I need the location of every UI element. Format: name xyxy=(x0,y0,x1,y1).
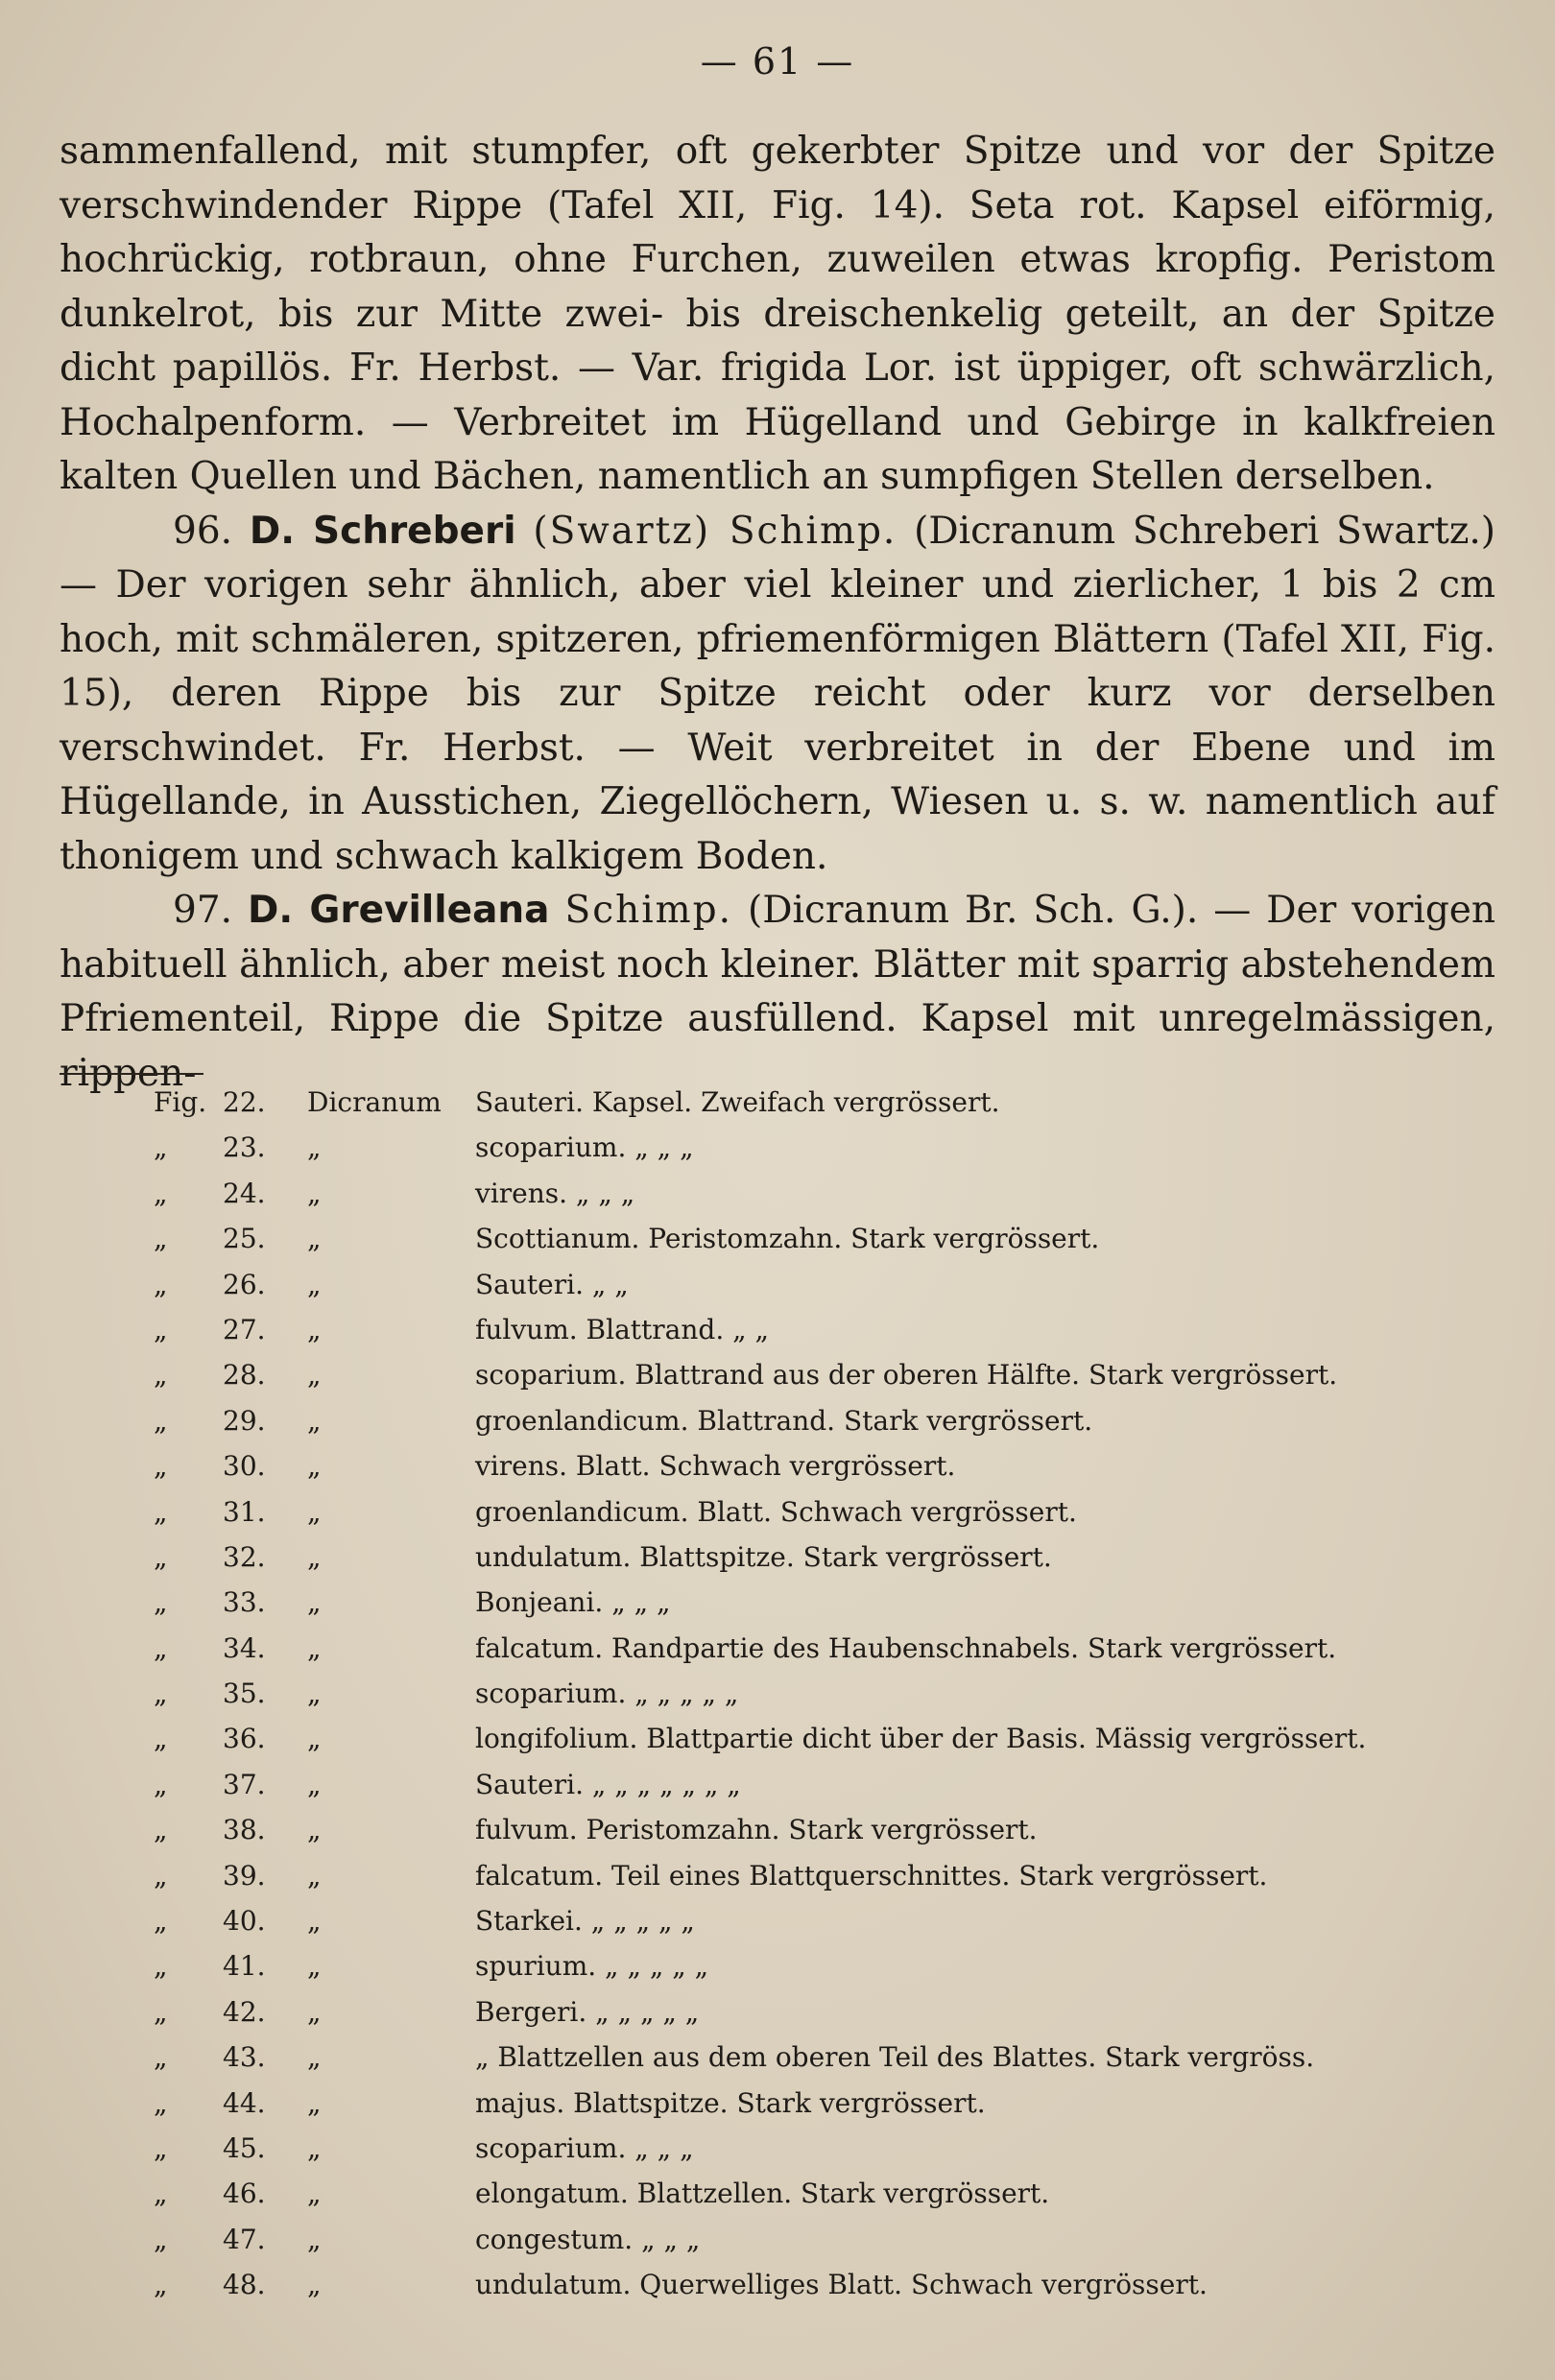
figure-label: „ xyxy=(154,2178,168,2210)
figure-label: „ xyxy=(154,1313,168,1345)
figure-number: 30. xyxy=(223,1450,266,1483)
figure-number: 29. xyxy=(223,1404,266,1437)
figure-genus: „ xyxy=(307,1540,322,1573)
figure-genus: „ xyxy=(307,2269,322,2301)
figure-genus: „ xyxy=(307,1631,322,1664)
figure-caption-row xyxy=(154,1950,1497,1995)
figure-caption-row xyxy=(154,1359,1497,1404)
figure-label: „ xyxy=(154,2223,168,2255)
figure-description: groenlandicum. Blattrand. Stark vergrössert. xyxy=(475,1404,1093,1437)
figure-caption-row xyxy=(154,1405,1497,1450)
figure-number: 37. xyxy=(223,1768,266,1800)
figure-description: spurium. „ „ „ „ „ xyxy=(475,1950,709,1983)
figure-label: Fig. xyxy=(154,1086,207,1118)
figure-description: majus. Blattspitze. Stark vergrössert. xyxy=(475,2086,986,2119)
figure-caption-row xyxy=(154,1314,1497,1359)
figure-label: „ xyxy=(154,1723,168,1755)
figure-genus: „ xyxy=(307,1177,322,1209)
figure-description: Bonjeani. „ „ „ xyxy=(475,1586,671,1619)
figure-label: „ xyxy=(154,2269,168,2301)
species-name: D. Grevilleana xyxy=(248,889,550,932)
figure-number: 25. xyxy=(223,1223,266,1255)
figure-caption-row xyxy=(154,1223,1497,1268)
figure-number: 36. xyxy=(223,1723,266,1755)
figure-caption-row xyxy=(154,1496,1497,1541)
figure-number: 41. xyxy=(223,1950,266,1983)
figure-number: 24. xyxy=(223,1177,266,1209)
figure-number: 44. xyxy=(223,2086,266,2119)
section-divider xyxy=(60,1073,203,1075)
figure-caption-row xyxy=(154,2041,1497,2086)
figure-genus: „ xyxy=(307,1223,322,1255)
figure-label: „ xyxy=(154,1814,168,1846)
figure-genus: „ xyxy=(307,2041,322,2074)
figure-number: 31. xyxy=(223,1495,266,1528)
figure-label: „ xyxy=(154,1768,168,1800)
figure-description: undulatum. Blattspitze. Stark vergrössert. xyxy=(475,1540,1052,1573)
figure-genus: „ xyxy=(307,2223,322,2255)
species-96-paragraph xyxy=(60,505,1495,885)
figure-genus: „ xyxy=(307,1814,322,1846)
figure-caption-row xyxy=(154,1769,1497,1814)
figure-number: 43. xyxy=(223,2041,266,2074)
figure-genus: „ xyxy=(307,2086,322,2119)
figure-label: „ xyxy=(154,1495,168,1528)
figure-genus: „ xyxy=(307,1768,322,1800)
figure-caption-row xyxy=(154,1541,1497,1586)
figure-description: Sauteri. Kapsel. Zweifach vergrössert. xyxy=(475,1086,1000,1118)
figure-number: 32. xyxy=(223,1540,266,1573)
figure-label: „ xyxy=(154,1950,168,1983)
figure-description: Scottianum. Peristomzahn. Stark vergrössert. xyxy=(475,1223,1100,1255)
figure-caption-row xyxy=(154,2224,1497,2269)
figure-genus: „ xyxy=(307,1359,322,1392)
figure-genus: „ xyxy=(307,1950,322,1983)
figure-description: fulvum. Blattrand. „ „ xyxy=(475,1313,770,1345)
figure-caption-row xyxy=(154,1178,1497,1223)
figure-description: Sauteri. „ „ „ „ „ „ „ xyxy=(475,1768,741,1800)
figure-caption-row xyxy=(154,1678,1497,1723)
figure-description: scoparium. „ „ „ xyxy=(475,1131,694,1164)
figure-genus: „ xyxy=(307,2178,322,2210)
figure-caption-row xyxy=(154,1269,1497,1314)
figure-number: 38. xyxy=(223,1814,266,1846)
figure-label: „ xyxy=(154,2086,168,2119)
figure-description: scoparium. Blattrand aus der oberen Hälfte. Stark vergrössert. xyxy=(475,1359,1338,1392)
figure-label: „ xyxy=(154,1450,168,1483)
species-number: 97. xyxy=(173,889,233,932)
figure-number: 47. xyxy=(223,2223,266,2255)
figure-number: 42. xyxy=(223,1995,266,2028)
figure-description: groenlandicum. Blatt. Schwach vergrössert. xyxy=(475,1495,1077,1528)
figure-genus: „ xyxy=(307,1404,322,1437)
figure-genus: „ xyxy=(307,1678,322,1710)
figure-label: „ xyxy=(154,1905,168,1938)
page-number: — 61 — xyxy=(700,40,855,83)
paragraph-continuation: sammenfallend, mit stumpfer, oft gekerbter Spitze und vor der Spitze verschwindender Rippe (Tafel XII, Fig. 14). Seta rot. Kapsel eiförmig, hochrückig, rotbraun, ohne Furchen, zuweilen etwas kropfig. Peristom dunkelrot, bis zur Mitte zwei- bis dreischenkelig geteilt, an der Spitze dicht papillös. Fr. Herbst. — Var. frigida Lor. ist üppiger, oft schwärzlich, Hochalpenform. — Verbreitet im Hügelland und Gebirge in kalkfreien kalten Quellen und Bächen, namentlich an sumpfigen Stellen derselben. xyxy=(60,130,1495,498)
figure-description: longifolium. Blattpartie dicht über der Basis. Mässig vergrössert. xyxy=(475,1723,1367,1755)
figure-number: 27. xyxy=(223,1313,266,1345)
figure-caption-row xyxy=(154,1632,1497,1678)
figure-genus: „ xyxy=(307,1586,322,1619)
figure-description: Sauteri. „ „ xyxy=(475,1268,629,1300)
figure-genus: „ xyxy=(307,1313,322,1345)
figure-label: „ xyxy=(154,1859,168,1892)
figure-description: Starkei. „ „ „ „ „ xyxy=(475,1905,695,1938)
figure-caption-row xyxy=(154,1996,1497,2041)
figure-description: falcatum. Teil eines Blattquerschnittes. Stark vergrössert. xyxy=(475,1859,1268,1892)
figure-number: 35. xyxy=(223,1678,266,1710)
figure-label: „ xyxy=(154,1678,168,1710)
figure-genus: „ xyxy=(307,1131,322,1164)
figure-caption-row xyxy=(154,1586,1497,1631)
figure-description: scoparium. „ „ „ „ „ xyxy=(475,1678,739,1710)
figure-label: „ xyxy=(154,1223,168,1255)
figure-label: „ xyxy=(154,1404,168,1437)
figure-description: Bergeri. „ „ „ „ „ xyxy=(475,1995,700,2028)
figure-label: „ xyxy=(154,1131,168,1164)
figure-genus: „ xyxy=(307,1905,322,1938)
figure-genus: Dicranum xyxy=(307,1086,442,1118)
figure-description: scoparium. „ „ „ xyxy=(475,2131,694,2164)
figure-description: virens. Blatt. Schwach vergrössert. xyxy=(475,1450,956,1483)
figure-description: undulatum. Querwelliges Blatt. Schwach vergrössert. xyxy=(475,2269,1208,2301)
figure-caption-row xyxy=(154,2087,1497,2132)
figure-number: 23. xyxy=(223,1131,266,1164)
figure-number: 26. xyxy=(223,1268,266,1300)
figure-genus: „ xyxy=(307,2131,322,2164)
species-name: D. Schreberi xyxy=(249,509,516,553)
figure-number: 46. xyxy=(223,2178,266,2210)
figure-description: falcatum. Randpartie des Haubenschnabels. Stark vergrössert. xyxy=(475,1631,1337,1664)
main-text xyxy=(60,125,1495,1101)
species-description: (Dicranum Br. Sch. G.). — Der vorigen habituell ähnlich, aber meist noch kleiner. Blätter mit sparrig abstehendem Pfriementeil, Rippe die Spitze ausfüllend. Kapsel mit unregelmässigen, rippen- xyxy=(60,889,1496,1095)
figure-label: „ xyxy=(154,2041,168,2074)
figure-label: „ xyxy=(154,1631,168,1664)
figure-caption-row xyxy=(154,1131,1497,1177)
figure-number: 22. xyxy=(223,1086,266,1118)
figure-label: „ xyxy=(154,1268,168,1300)
figure-genus: „ xyxy=(307,1859,322,1892)
figure-genus: „ xyxy=(307,1450,322,1483)
figure-caption-row xyxy=(154,1723,1497,1768)
figure-caption-row xyxy=(154,2178,1497,2223)
figure-description: elongatum. Blattzellen. Stark vergrössert. xyxy=(475,2178,1050,2210)
figure-description: „ Blattzellen aus dem oberen Teil des Blattes. Stark vergröss. xyxy=(475,2041,1315,2074)
species-author: (Swartz) Schimp. xyxy=(533,509,897,553)
figure-caption-row xyxy=(154,1450,1497,1495)
figure-captions-list xyxy=(154,1086,1497,2315)
figure-caption-row xyxy=(154,1905,1497,1950)
species-description: (Dicranum Schreberi Swartz.) — Der vorigen sehr ähnlich, aber viel kleiner und zierlicher, 1 bis 2 cm hoch, mit schmäleren, spitzeren, pfriemenförmigen Blättern (Tafel XII, Fig. 15), deren Rippe bis zur Spitze reicht oder kurz vor derselben verschwindet. Fr. Herbst. — Weit verbreitet in der Ebene und im Hügellande, in Ausstichen, Ziegellöchern, Wiesen u. s. w. namentlich auf thonigem und schwach kalkigem Boden. xyxy=(60,509,1496,878)
figure-label: „ xyxy=(154,2131,168,2164)
figure-label: „ xyxy=(154,1995,168,2028)
figure-genus: „ xyxy=(307,1268,322,1300)
figure-caption-row xyxy=(154,1860,1497,1905)
figure-description: congestum. „ „ „ xyxy=(475,2223,701,2255)
figure-number: 48. xyxy=(223,2269,266,2301)
figure-number: 28. xyxy=(223,1359,266,1392)
figure-number: 33. xyxy=(223,1586,266,1619)
figure-number: 45. xyxy=(223,2131,266,2164)
species-97-paragraph xyxy=(60,884,1495,1101)
figure-caption-row xyxy=(154,1086,1497,1131)
figure-number: 39. xyxy=(223,1859,266,1892)
figure-genus: „ xyxy=(307,1723,322,1755)
figure-caption-row xyxy=(154,1814,1497,1859)
figure-caption-row xyxy=(154,2269,1497,2314)
figure-label: „ xyxy=(154,1540,168,1573)
species-author: Schimp. xyxy=(564,889,733,932)
figure-genus: „ xyxy=(307,1995,322,2028)
figure-label: „ xyxy=(154,1177,168,1209)
figure-description: fulvum. Peristomzahn. Stark vergrössert. xyxy=(475,1814,1038,1846)
figure-description: virens. „ „ „ xyxy=(475,1177,635,1209)
figure-label: „ xyxy=(154,1359,168,1392)
figure-label: „ xyxy=(154,1586,168,1619)
figure-number: 40. xyxy=(223,1905,266,1938)
figure-number: 34. xyxy=(223,1631,266,1664)
figure-genus: „ xyxy=(307,1495,322,1528)
figure-caption-row xyxy=(154,2132,1497,2178)
species-number: 96. xyxy=(173,509,233,553)
